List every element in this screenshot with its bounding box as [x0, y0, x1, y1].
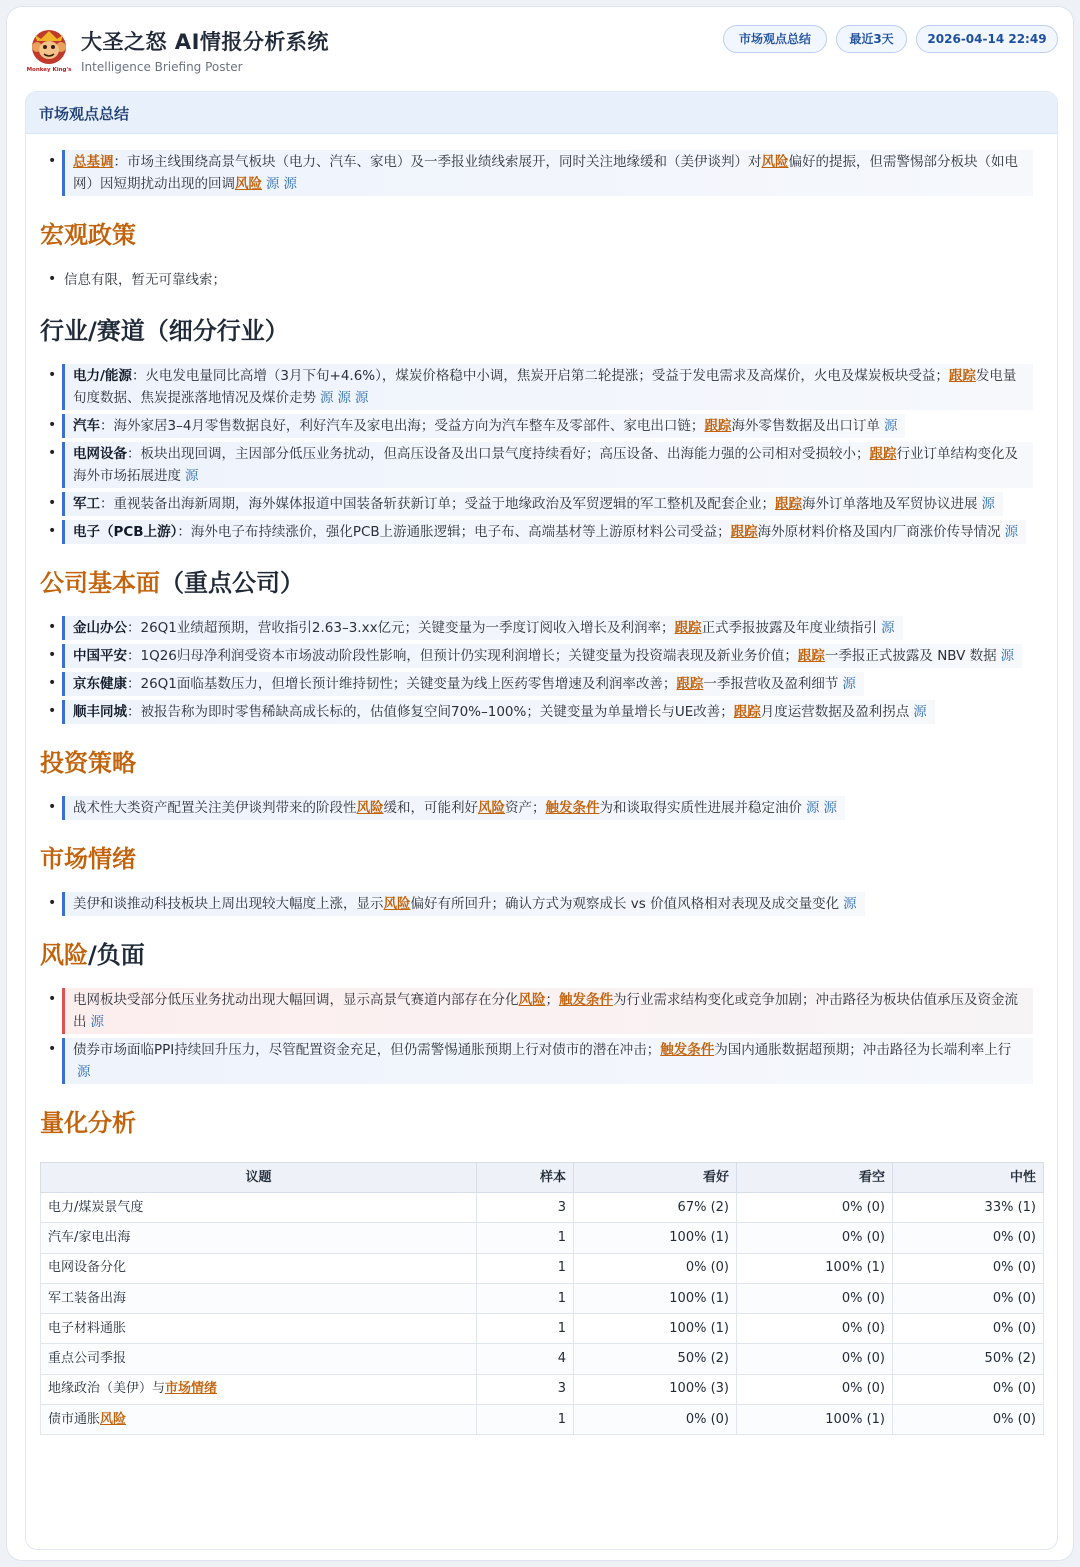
quant-table	[40, 1162, 1044, 1435]
summary-bullet: • 总基调：市场主线围绕高景气板块（电力、汽车、家电）及一季报业绩线索展开，同时关注地缘缓和（美伊谈判）对风险偏好的提振，但需警惕部分板块（如电网）因短期扰动出现的回调风险 源 源	[40, 150, 1043, 196]
keyword-link[interactable]: 跟踪	[733, 704, 761, 720]
table-row	[41, 1405, 1044, 1435]
sample-cell: 1	[477, 1283, 574, 1313]
topic-cell: 汽车/家电出海	[41, 1223, 477, 1253]
neutral-cell: 0% (0)	[893, 1405, 1044, 1435]
keyword-link[interactable]: 触发条件	[545, 800, 600, 816]
section-heading-industry: 行业/赛道（细分行业）	[40, 317, 289, 345]
sample-cell: 3	[477, 1374, 574, 1404]
topic-cell: 重点公司季报	[41, 1344, 477, 1374]
item-text: ：被报告称为即时零售稀缺高成长标的，估值修复空间70%–100%；关键变量为单量增长与UE改善；	[127, 704, 734, 720]
macro-bullet: • 信息有限，暂无可靠线索；	[40, 268, 244, 292]
bear-cell: 0% (0)	[737, 1344, 893, 1374]
neutral-cell: 0% (0)	[893, 1314, 1044, 1344]
item-text: 海外订单落地及军贸协议进展	[802, 496, 978, 512]
source-link[interactable]: 源	[90, 1014, 104, 1030]
item-text: 美伊和谈推动科技板块上周出现较大幅度上涨，显示	[73, 896, 384, 912]
sample-cell: 1	[477, 1405, 574, 1435]
item-text: ：重视装备出海新周期，海外媒体报道中国装备斩获新订单；受益于地缘政治及军贸逻辑的军工整机及配套企业；	[100, 496, 775, 512]
sample-cell: 4	[477, 1344, 574, 1374]
bear-cell: 0% (0)	[737, 1223, 893, 1253]
bull-cell: 50% (2)	[574, 1344, 737, 1374]
col-header: 议题	[41, 1163, 477, 1193]
item-text: ：海外电子布持续涨价，强化PCB上游通胀逻辑；电子布、高端基材等上游原材料公司受益；	[177, 524, 731, 540]
keyword-link[interactable]: 跟踪	[704, 418, 732, 434]
panel-content	[26, 134, 1057, 1435]
table-row	[41, 1283, 1044, 1313]
risk-bullet: • 债券市场面临PPI持续回升压力，尽管配置资金充足，但仍需警惕通胀预期上行对债市的潜在冲击；触发条件为国内通胀数据超预期；冲击路径为长端利率上行源	[40, 1038, 1043, 1084]
industry-bullet: • 电力/能源：火电发电量同比高增（3月下旬+4.6%），煤炭价格稳中小调，焦炭开启第二轮提涨；受益于发电需求及高煤价，火电及煤炭板块受益；跟踪发电量旬度数据、焦炭提涨落地情况及煤价走势 源 源 源	[40, 364, 1043, 410]
keyword-link[interactable]: 风险	[478, 800, 505, 816]
col-header: 看空	[737, 1163, 893, 1193]
header	[7, 7, 1073, 87]
col-header: 中性	[893, 1163, 1044, 1193]
table-row	[41, 1344, 1044, 1374]
item-text: 行业订单结构变化及海外市场拓展进度	[73, 446, 1018, 484]
keyword-link[interactable]: 触发条件	[559, 992, 613, 1008]
item-text: 债券市场面临PPI持续回升压力，尽管配置资金充足，但仍需警惕通胀预期上行对债市的潜在冲击；	[73, 1042, 661, 1058]
keyword-link[interactable]: 风险	[356, 800, 384, 816]
source-link[interactable]: 源	[337, 390, 351, 406]
keyword-link[interactable]: 跟踪	[869, 446, 897, 462]
item-label: 电子（PCB上游）	[73, 524, 178, 540]
item-text: ：1Q26归母净利润受资本市场波动阶段性影响，但预计仍实现利润增长；关键变量为投资端表现及新业务价值；	[127, 648, 798, 664]
svg-text:Monkey King's: Monkey King's	[27, 67, 71, 73]
item-label: 顺丰同城	[73, 704, 127, 720]
sample-cell: 1	[477, 1223, 574, 1253]
panel-title: 市场观点总结	[26, 92, 1057, 134]
company-bullet: • 中国平安：1Q26归母净利润受资本市场波动阶段性影响，但预计仍实现利润增长；关键变量为投资端表现及新业务价值；跟踪一季报正式披露及 NBV 数据 源	[40, 644, 1032, 668]
table-row	[41, 1193, 1044, 1223]
bull-cell: 0% (0)	[574, 1253, 737, 1283]
table-header-row	[41, 1163, 1044, 1193]
company-bullet: • 京东健康：26Q1面临基数压力，但增长预计维持韧性；关键变量为线上医药零售增速及利润率改善；跟踪一季报营收及盈利细节 源	[40, 672, 874, 696]
bear-cell: 0% (0)	[737, 1283, 893, 1313]
item-text: 海外零售数据及出口订单	[731, 418, 880, 434]
neutral-cell: 0% (0)	[893, 1223, 1044, 1253]
keyword-link[interactable]: 风险	[235, 176, 262, 192]
source-link[interactable]: 源	[355, 390, 369, 406]
section-heading-strategy: 投资策略	[40, 749, 136, 777]
timestamp-chip: 2026-04-14 22:49	[916, 25, 1058, 53]
topic-cell: 电力/煤炭景气度	[41, 1193, 477, 1223]
source-link[interactable]: 源	[881, 620, 895, 636]
sample-cell: 1	[477, 1314, 574, 1344]
item-text: ：火电发电量同比高增（3月下旬+4.6%），煤炭价格稳中小调，焦炭开启第二轮提涨；受益于发电需求及高煤价，火电及煤炭板块受益；	[131, 368, 949, 384]
item-text: ：板块出现回调，主因部分低压业务扰动，但高压设备及出口景气度持续看好；高压设备、出海能力强的公司相对受损较小；	[127, 446, 870, 462]
item-label: 电力/能源	[73, 368, 132, 384]
table-row	[41, 1374, 1044, 1404]
item-text: 一季报正式披露及 NBV 数据	[824, 648, 997, 664]
table-row	[41, 1253, 1044, 1283]
source-link[interactable]: 源	[283, 176, 297, 192]
source-link[interactable]: 源	[843, 896, 857, 912]
bear-cell: 0% (0)	[737, 1374, 893, 1404]
item-text: 发电量旬度数据、焦炭提涨落地情况及煤价走势	[73, 368, 1017, 406]
source-link[interactable]: 源	[266, 176, 280, 192]
section-heading-sentiment: 市场情绪	[40, 845, 136, 873]
source-link[interactable]: 源	[1004, 524, 1019, 540]
bear-cell: 0% (0)	[737, 1193, 893, 1223]
section-heading-quant: 量化分析	[40, 1109, 136, 1137]
topic-cell: 军工装备出海	[41, 1283, 477, 1313]
item-text: 为行业需求结构变化或竞争加剧；冲击路径为板块估值承压及资金流出	[73, 992, 1018, 1030]
item-label: 中国平安	[73, 648, 127, 664]
neutral-cell: 0% (0)	[893, 1253, 1044, 1283]
col-header: 看好	[574, 1163, 737, 1193]
item-text: 资产；	[505, 800, 546, 816]
view-chip[interactable]: 市场观点总结	[723, 25, 827, 53]
source-link[interactable]: 源	[981, 496, 995, 512]
macro-text: 信息有限，暂无可靠线索；	[64, 272, 226, 288]
monkey-king-logo	[27, 27, 71, 77]
col-header: 样本	[477, 1163, 574, 1193]
item-text: 一季报营收及盈利细节	[703, 676, 839, 692]
bull-cell: 100% (1)	[574, 1314, 737, 1344]
keyword-link[interactable]: 跟踪	[676, 676, 704, 692]
industry-bullet: • 汽车：海外家居3–4月零售数据良好，利好汽车及家电出海；受益方向为汽车整车及零部件、家电出口链；跟踪海外零售数据及出口订单 源	[40, 414, 915, 438]
bull-cell: 67% (2)	[574, 1193, 737, 1223]
item-text: 正式季报披露及年度业绩指引	[701, 620, 878, 636]
table-row	[41, 1314, 1044, 1344]
topic-cell: 电网设备分化	[41, 1253, 477, 1283]
keyword-link[interactable]: 风险	[383, 896, 411, 912]
section-heading-company: 公司基本面（重点公司）	[40, 569, 304, 597]
summary-text: ：市场主线围绕高景气板块（电力、汽车、家电）及一季报业绩线索展开，同时关注地缘缓和（美伊谈判）对	[113, 154, 762, 170]
bear-cell: 0% (0)	[737, 1314, 893, 1344]
summary-text: 偏好的提振，但需警惕部分板块（如电网）因短期扰动出现的回调	[73, 154, 1018, 192]
table-row	[41, 1223, 1044, 1253]
item-text: ：海外家居3–4月零售数据良好，利好汽车及家电出海；受益方向为汽车整车及零部件、家电出口链；	[100, 418, 705, 434]
bear-cell: 100% (1)	[737, 1405, 893, 1435]
item-text: 为和谈取得实质性进展并稳定油价	[599, 800, 802, 816]
keyword-link[interactable]: 总基调	[73, 154, 114, 170]
section-heading-risk: 风险/负面	[40, 941, 145, 969]
item-text: ：26Q1面临基数压力，但增长预计维持韧性；关键变量为线上医药零售增速及利润率改善；	[127, 676, 677, 692]
source-link[interactable]: 源	[883, 418, 898, 434]
industry-bullet: • 军工：重视装备出海新周期，海外媒体报道中国装备斩获新订单；受益于地缘政治及军贸逻辑的军工整机及配套企业；跟踪海外订单落地及军贸协议进展 源	[40, 492, 1013, 516]
item-label: 京东健康	[73, 676, 127, 692]
item-text: ：26Q1业绩超预期，营收指引2.63–3.xx亿元；关键变量为一季度订阅收入增长及利润率；	[127, 620, 675, 636]
item-text: 月度运营数据及盈利拐点	[760, 704, 910, 720]
bull-cell: 100% (1)	[574, 1223, 737, 1253]
source-link[interactable]: 源	[913, 704, 927, 720]
source-link[interactable]: 源	[1000, 648, 1015, 664]
topic-cell: 债市通胀风险	[41, 1405, 477, 1435]
sentiment-bullet: • 美伊和谈推动科技板块上周出现较大幅度上涨，显示风险偏好有所回升；确认方式为观察成长 vs 价值风格相对表现及成交量变化 源	[40, 892, 875, 916]
topic-cell: 地缘政治（美伊）与市场情绪	[41, 1374, 477, 1404]
keyword-link[interactable]: 跟踪	[674, 620, 702, 636]
strategy-bullet: • 战术性大类资产配置关注美伊谈判带来的阶段性风险缓和，可能利好风险资产；触发条件为和谈取得实质性进展并稳定油价 源 源	[40, 796, 855, 820]
item-text: 战术性大类资产配置关注美伊谈判带来的阶段性	[73, 800, 357, 816]
keyword-link[interactable]: 跟踪	[730, 524, 758, 540]
neutral-cell: 33% (1)	[893, 1193, 1044, 1223]
keyword-link[interactable]: 触发条件	[660, 1042, 715, 1058]
app-subtitle: Intelligence Briefing Poster	[81, 60, 243, 74]
bull-cell: 100% (3)	[574, 1374, 737, 1404]
keyword-link[interactable]: 风险	[100, 1411, 127, 1427]
source-link[interactable]: 源	[823, 800, 837, 816]
item-text: 电网板块受部分低压业务扰动出现大幅回调，显示高景气赛道内部存在分化	[73, 992, 519, 1008]
industry-bullet: • 电子（PCB上游）：海外电子布持续涨价，强化PCB上游通胀逻辑；电子布、高端基材等上游原材料公司受益；跟踪海外原材料价格及国内厂商涨价传导情况 源	[40, 520, 1036, 544]
summary-panel	[25, 91, 1058, 1550]
section-heading-macro: 宏观政策	[40, 221, 136, 249]
keyword-link[interactable]: 跟踪	[948, 368, 976, 384]
keyword-link[interactable]: 风险	[761, 154, 789, 170]
bull-cell: 0% (0)	[574, 1405, 737, 1435]
item-label: 汽车	[73, 418, 100, 434]
item-text: 为国内通胀数据超预期；冲击路径为长端利率上行	[714, 1042, 1012, 1058]
keyword-link[interactable]: 跟踪	[775, 496, 802, 512]
item-text: 偏好有所回升；确认方式为观察成长 vs 价值风格相对表现及成交量变化	[410, 896, 840, 912]
neutral-cell: 0% (0)	[893, 1283, 1044, 1313]
item-text: 缓和，可能利好	[383, 800, 478, 816]
poster-card	[6, 6, 1074, 1561]
item-label: 金山办公	[73, 620, 127, 636]
source-link[interactable]: 源	[77, 1064, 91, 1080]
sample-cell: 1	[477, 1253, 574, 1283]
item-label: 军工	[73, 496, 100, 512]
sample-cell: 3	[477, 1193, 574, 1223]
item-text: ；	[545, 992, 559, 1008]
bear-cell: 100% (1)	[737, 1253, 893, 1283]
item-label: 电网设备	[73, 446, 127, 462]
topic-cell: 电子材料通胀	[41, 1314, 477, 1344]
item-text: 海外原材料价格及国内厂商涨价传导情况	[757, 524, 1001, 540]
keyword-link[interactable]: 市场情绪	[165, 1381, 218, 1397]
neutral-cell: 0% (0)	[893, 1374, 1044, 1404]
range-chip[interactable]: 最近3天	[836, 25, 907, 53]
source-link[interactable]: 源	[185, 468, 199, 484]
risk-bullet: • 电网板块受部分低压业务扰动出现大幅回调，显示高景气赛道内部存在分化风险；触发条件为行业需求结构变化或竞争加剧；冲击路径为板块估值承压及资金流出 源	[40, 988, 1043, 1034]
company-bullet: • 顺丰同城：被报告称为即时零售稀缺高成长标的，估值修复空间70%–100%；关键变量为单量增长与UE改善；跟踪月度运营数据及盈利拐点 源	[40, 700, 945, 724]
bull-cell: 100% (1)	[574, 1283, 737, 1313]
source-link[interactable]: 源	[320, 390, 334, 406]
neutral-cell: 50% (2)	[893, 1344, 1044, 1374]
industry-bullet: • 电网设备：板块出现回调，主因部分低压业务扰动，但高压设备及出口景气度持续看好；高压设备、出海能力强的公司相对受损较小；跟踪行业订单结构变化及海外市场拓展进度 源	[40, 442, 1043, 488]
keyword-link[interactable]: 跟踪	[797, 648, 825, 664]
keyword-link[interactable]: 风险	[518, 992, 546, 1008]
source-link[interactable]: 源	[842, 676, 856, 692]
source-link[interactable]: 源	[806, 800, 820, 816]
company-bullet: • 金山办公：26Q1业绩超预期，营收指引2.63–3.xx亿元；关键变量为一季度订阅收入增长及利润率；跟踪正式季报披露及年度业绩指引 源	[40, 616, 913, 640]
app-title: 大圣之怒 AI情报分析系统	[81, 30, 329, 54]
